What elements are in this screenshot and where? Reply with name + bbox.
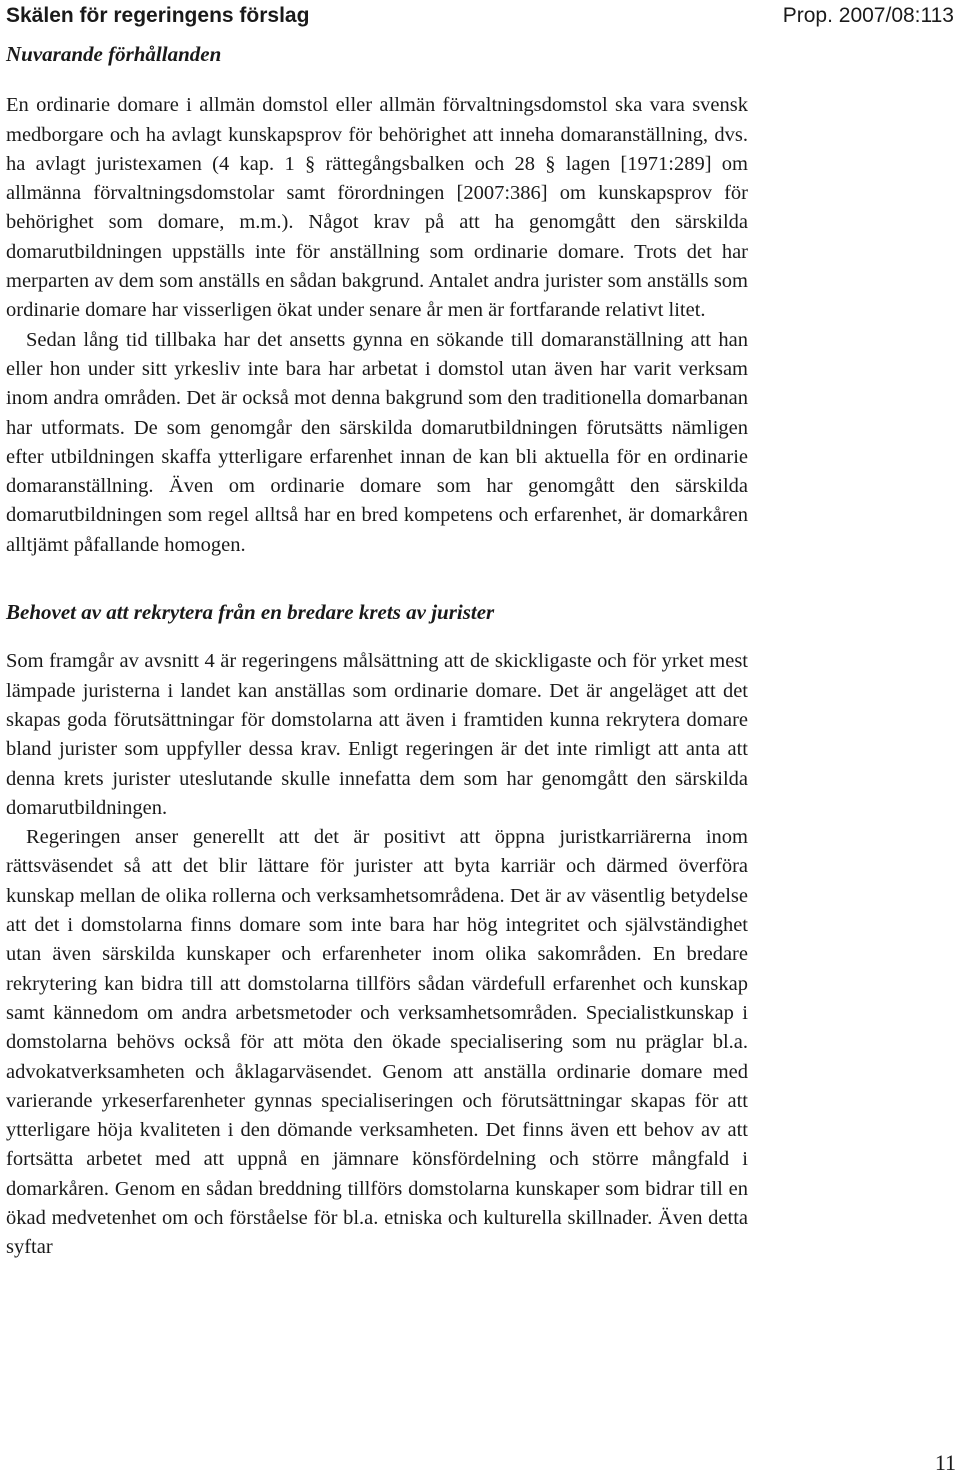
section-heading-broader-recruitment: Behovet av att rekrytera från en bredare krets av jurister (6, 600, 495, 625)
section-heading-current-conditions: Nuvarande förhållanden (6, 42, 222, 66)
body-paragraph: Regeringen anser generellt att det är positivt att öppna juristkarriärerna inom rättsväsendet så att det blir lättare för jurister att byta karriär och därmed överföra kunskap mellan de olika rollerna och verksamhetsområdena. Det är av väsentlig betydelse att det i domstolarna finns domare som inte bara har hög integritet och självständighet utan även särskilda kunskaper och erfarenheter inom olika sakområden. En bredare rekrytering kan bidra till att domstolarna tillförs sådan värdefull erfarenhet och kunskap samt kännedom om andra arbetsmetoder och verksamhetsområden. Specialistkunskap i domstolarna behövs också för att möta den ökade specialisering som nu präglar bl.a. advokatverksamheten och åklagarväsendet. Genom att anställa ordinarie domare med varierande yrkeserfarenheter gynnas specialiseringen och förutsättningar skapas för att ytterligare höja kvaliteten i den dömande verksamheten. Det finns även ett behov av att fortsätta arbetet med att uppnå en jämnare könsfördelning och större mångfald i domarkåren. Genom en sådan breddning tillförs domstolarna kunskaper som bidrar till en ökad medvetenhet om och förståelse för bl.a. etniska och kulturella skillnader. Även detta syftar (6, 826, 748, 1259)
page-body (6, 40, 748, 1263)
chapter-title: Skälen för regeringens förslag (6, 4, 310, 27)
page-number: 11 (934, 1450, 956, 1475)
body-paragraph: Som framgår av avsnitt 4 är regeringens målsättning att de skickligaste och för yrket mest lämpade juristerna i landet kan anställas som ordinarie domare. Det är angeläget att det skapas goda förutsättningar för domstolarna att även i framtiden kunna rekrytera domare bland jurister som uppfyller dessa krav. Enligt regeringen är det inte rimligt att anta att denna krets jurister uteslutande skulle innefatta dem som har genomgått den särskilda domarutbildningen. (6, 650, 748, 819)
running-head (6, 2, 954, 32)
body-paragraph: En ordinarie domare i allmän domstol eller allmän förvaltningsdomstol ska vara svensk medborgare och ha avlagt kunskapsprov för behörighet att inneha domaranställning, dvs. ha avlagt juristexamen (4 kap. 1 § rättegångsbalken och 28 § lagen [1971:289] om allmänna förvaltningsdomstolar samt förordningen [2007:386] om kunskapsprov för behörighet som domare, m.m.). Något krav på att ha genomgått den särskilda domarutbildningen uppställs inte för anställning som ordinarie domare. Trots det har merparten av dem som anställs en sådan bakgrund. Antalet andra jurister som anställs som ordinarie domare har visserligen ökat under senare år men är fortfarande relativt litet. (6, 94, 748, 322)
body-paragraph: Sedan lång tid tillbaka har det ansetts gynna en sökande till domaranställning att han eller hon under sitt yrkesliv inte bara har arbetat i domstol utan även har varit verksam inom andra områden. Det är också mot denna bakgrund som den traditionella domarbanan har utformats. De som genomgår den särskilda domarutbildningen förutsätts nämligen efter utbildningen skaffa ytterligare erfarenhet innan de kan bli aktuella för en ordinarie domaranställning. Även om ordinarie domare som har genomgått den särskilda domarutbildningen som regel alltså har en bred kompetens och erfarenhet, är domarkåren alltjämt påfallande homogen. (6, 328, 748, 556)
proposition-number: Prop. 2007/08:113 (782, 4, 954, 27)
